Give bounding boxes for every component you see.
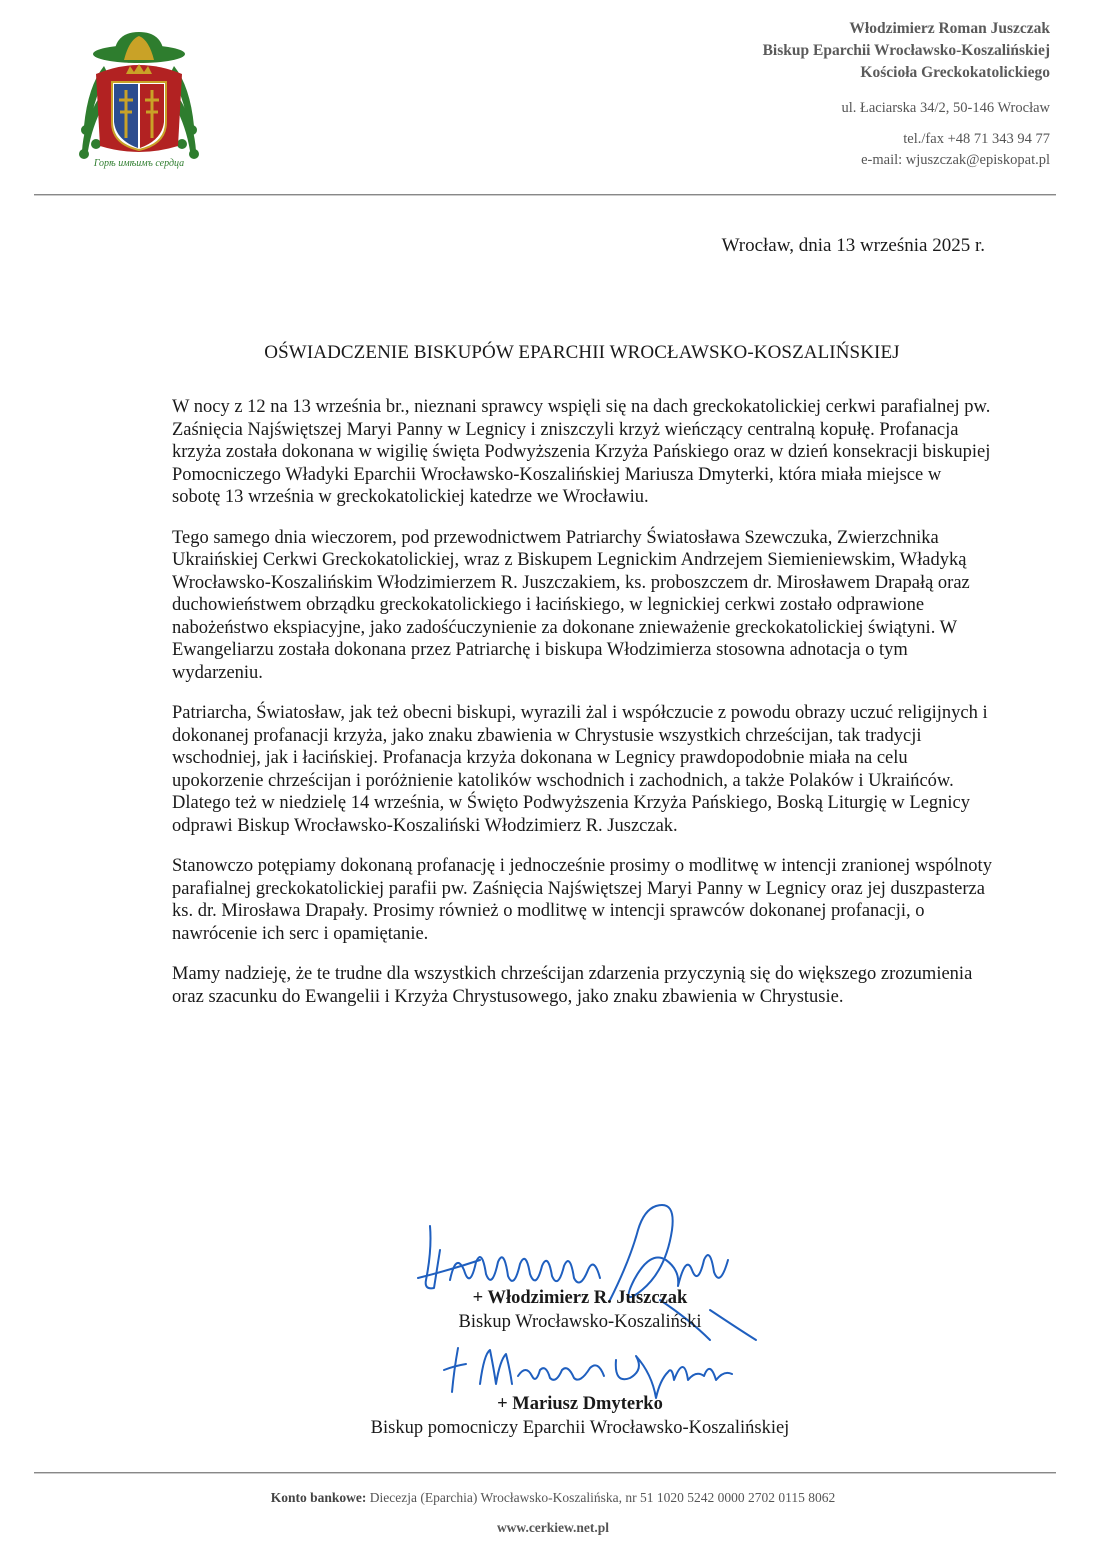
letterhead-email: e-mail: wjuszczak@episkopat.pl xyxy=(861,152,1050,168)
paragraph: Stanowczo potępiamy dokonaną profanację i jednocześnie prosimy o modlitwę w intencji zranionej wspólnoty parafialnej greckokatolickiej parafii pw. Zaśnięcia Najświętszej Maryi Panny w Legnicy oraz jej duszpasterza ks. dr. Mirosława Drapały. Prosimy również o modlitwę w intencji sprawców dokonanej profanacji, o nawrócenie ich serc i opamiętanie. xyxy=(172,856,992,944)
letterhead-phone: tel./fax +48 71 343 94 77 xyxy=(903,131,1050,147)
letterhead xyxy=(763,18,1050,171)
signatory-1-role: Biskup Wrocławsko-Koszaliński xyxy=(458,1312,702,1332)
letterhead-name-line3: Kościoła Greckokatolickiego xyxy=(860,64,1050,81)
paragraph: W nocy z 12 na 13 września br., nieznani sprawcy wspięli się na dach greckokatolickiej cerkwi parafialnej pw. Zaśnięcia Najświętszej Maryi Panny w Legnicy i zniszczyli krzyż wieńczący centralną kopułę. Profanacja krzyża została dokonana w wigilię święta Podwyższenia Krzyża Pańskiego oraz w dzień konsekracji biskupiej Pomocniczego Władyki Eparchii Wrocławsko-Koszalińskiej Mariusza Dmyterki, która miała miejsce w sobotę 13 września w greckokatolickiej katedrze we Wrocławiu. xyxy=(172,397,991,507)
paragraph: Patriarcha, Światosław, jak też obecni biskupi, wyrazili żal i współczucie z powodu obrazy uczuć religijnych i dokonanej profanacji krzyża, jako znaku zbawienia w Chrystusie wszystkich chrześcijan, tak tradycji wschodniej, jak i łacińskiej. Profanacja krzyża dokonana w Legnicy prawdopodobnie miała na celu upokorzenie chrześcijan i poróżnienie katolików wschodnich i zachodnich, a także Polaków i Ukraińców. Dlatego też w niedzielę 14 września, w Święto Podwyższenia Krzyża Pańskiego, Boską Liturgię w Legnicy odprawi Biskup Wrocławsko-Koszaliński Włodzimierz R. Juszczak. xyxy=(172,703,988,836)
header-divider xyxy=(34,194,1056,196)
signatory-1 xyxy=(400,1286,760,1334)
footer-bank-label: Konto bankowe: xyxy=(270,1490,367,1505)
footer-website: www.cerkiew.net.pl xyxy=(496,1520,610,1535)
letterhead-name-line1: Włodzimierz Roman Juszczak xyxy=(849,20,1050,37)
footer-bank-text: Diecezja (Eparchia) Wrocławsko-Koszalińska, nr 51 1020 5242 0000 2702 0115 8062 xyxy=(369,1490,836,1505)
coat-of-arms-motto: Горѣ имѣимъ сердца xyxy=(93,158,185,169)
coat-of-arms xyxy=(74,26,204,176)
footer-bank xyxy=(0,1490,1106,1506)
signatory-1-name: + Włodzimierz R. Juszczak xyxy=(472,1288,688,1308)
document-body xyxy=(172,396,992,1026)
paragraph: Mamy nadzieję, że te trudne dla wszystkich chrześcijan zdarzenia przyczynią się do większego zrozumienia oraz szacunku do Ewangelii i Krzyża Chrystusowego, jako znaku zbawienia w Chrystusie. xyxy=(172,964,973,1007)
letterhead-name-line2: Biskup Eparchii Wrocławsko-Koszalińskiej xyxy=(762,42,1050,59)
footer-divider xyxy=(34,1472,1056,1474)
letterhead-address: ul. Łaciarska 34/2, 50-146 Wrocław xyxy=(841,100,1050,116)
coat-of-arms-emblem xyxy=(74,26,204,161)
date-line: Wrocław, dnia 13 września 2025 r. xyxy=(721,235,985,256)
signatory-2-role: Biskup pomocniczy Eparchii Wrocławsko-Koszalińskiej xyxy=(370,1418,790,1438)
signatory-2-name: + Mariusz Dmyterko xyxy=(497,1394,663,1414)
paragraph: Tego samego dnia wieczorem, pod przewodnictwem Patriarchy Światosława Szewczuka, Zwierzchnika Ukraińskiej Cerkwi Greckokatolickiej, wraz z Biskupem Legnickim Andrzejem Siemieniewskim, Władyką Wrocławsko-Koszalińskim Włodzimierzem R. Juszczakiem, ks. proboszczem dr. Mirosławem Drapałą oraz duchowieństwem obrządku greckokatolickiego i łacińskiego, w legnickiej cerkwi zostało odprawione nabożeństwo ekspiacyjne, jako zadośćuczynienie za dokonane znieważenie greckokatolickiej świątyni. W Ewangeliarzu została dokonana przez Patriarchę i biskupa Włodzimierza stosowna adnotacja o tym wydarzeniu. xyxy=(172,527,970,683)
handwritten-signature-1 xyxy=(410,1190,770,1360)
document-title: OŚWIADCZENIE BISKUPÓW EPARCHII WROCŁAWSKO-KOSZALIŃSKIEJ xyxy=(264,342,900,363)
signatory-2 xyxy=(300,1392,860,1440)
